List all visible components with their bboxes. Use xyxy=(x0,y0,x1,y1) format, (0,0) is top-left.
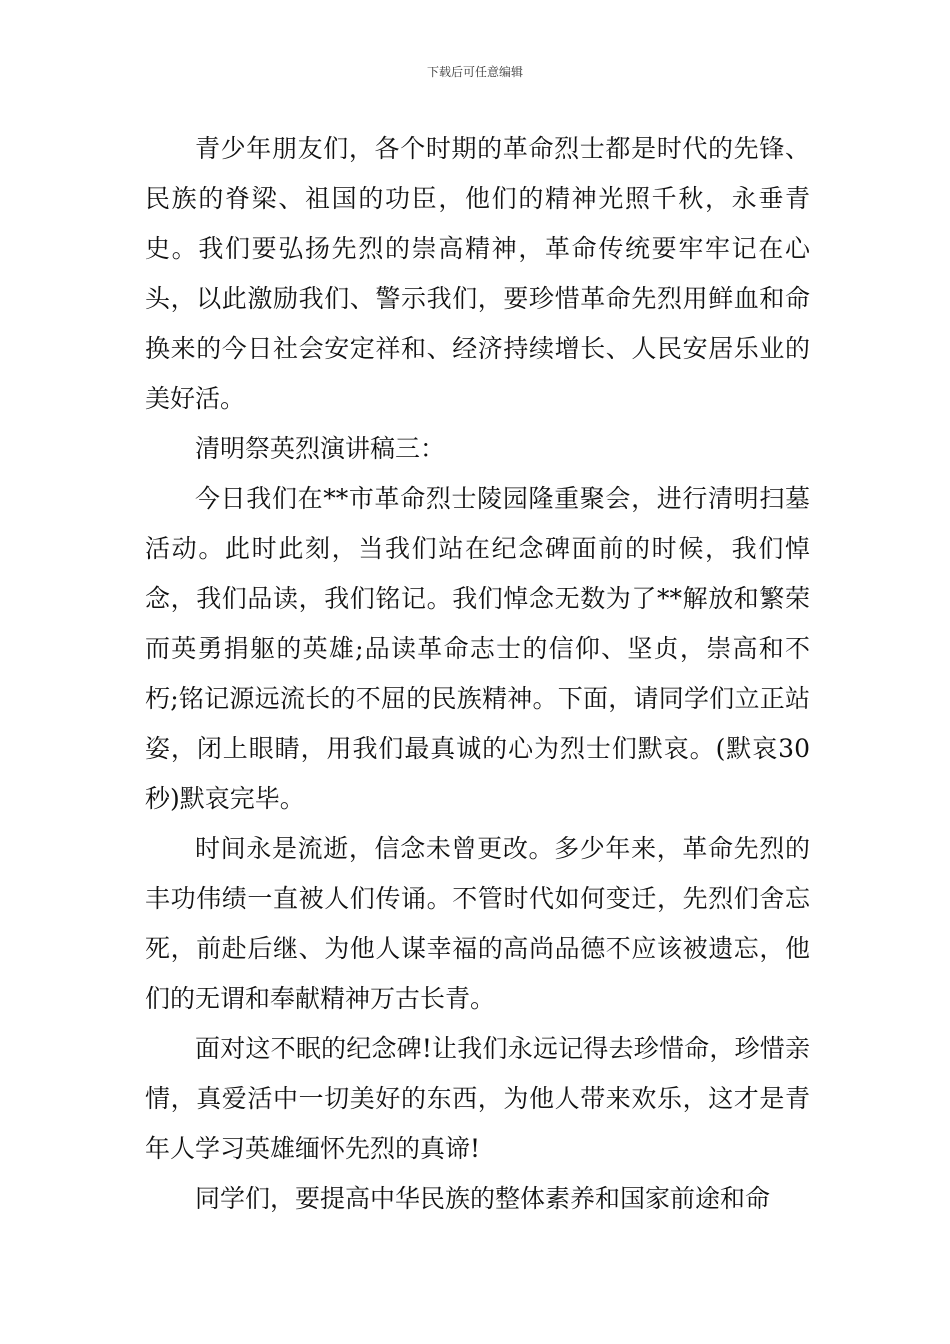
page-header: 下载后可任意编辑 xyxy=(426,65,523,79)
section-heading: 清明祭英烈演讲稿三： xyxy=(195,434,446,463)
document-body xyxy=(145,124,810,1224)
paragraph-5: 同学们，要提高中华民族的整体素养和国家前途和命 xyxy=(195,1184,771,1213)
paragraph-2: 今日我们在**市革命烈士陵园隆重聚会，进行清明扫墓活动。此时此刻，当我们站在纪念碑面前的时候，我们悼念，我们品读，我们铭记。我们悼念无数为了**解放和繁荣而英勇捐躯的英雄;品读革命志士的信仰、坚贞，崇高和不朽;铭记源远流长的不屈的民族精神。下面，请同学们立正站姿，闭上眼睛，用我们最真诚的心为烈士们默哀。(默哀30秒)默哀完毕。 xyxy=(145,484,810,813)
paragraph-4: 面对这不眠的纪念碑!让我们永远记得去珍惜命，珍惜亲情，真爱活中一切美好的东西，为他人带来欢乐，这才是青年人学习英雄缅怀先烈的真谛! xyxy=(145,1034,810,1163)
paragraph-1: 青少年朋友们，各个时期的革命烈士都是时代的先锋、民族的脊梁、祖国的功臣，他们的精神光照千秋，永垂青史。我们要弘扬先烈的崇高精神，革命传统要牢牢记在心头，以此激励我们、警示我们，要珍惜革命先烈用鲜血和命换来的今日社会安定祥和、经济持续增长、人民安居乐业的美好活。 xyxy=(145,134,810,413)
paragraph-3: 时间永是流逝，信念未曾更改。多少年来，革命先烈的丰功伟绩一直被人们传诵。不管时代如何变迁，先烈们舍忘死，前赴后继、为他人谋幸福的高尚品德不应该被遗忘，他们的无谓和奉献精神万古长青。 xyxy=(145,834,810,1013)
